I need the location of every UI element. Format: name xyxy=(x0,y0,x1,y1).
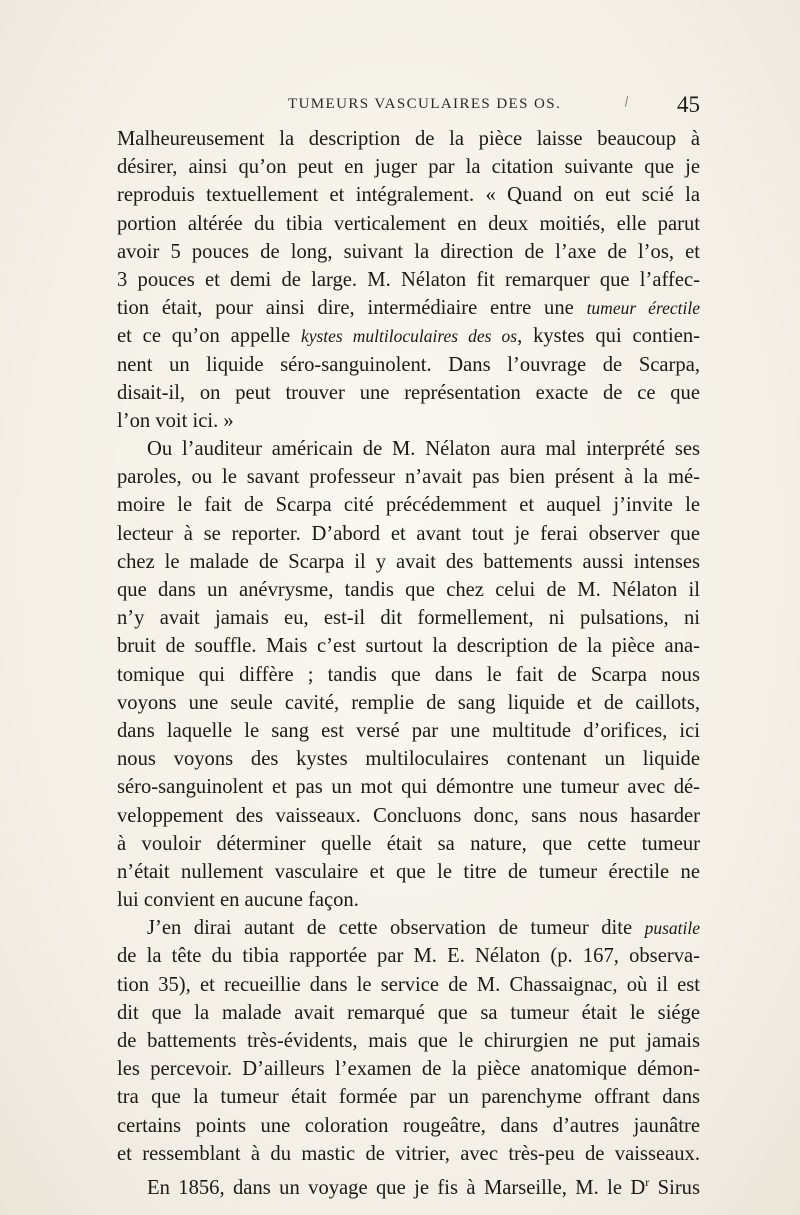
text-segment: portion altérée du tibia verticalement en deux moitiés, elle parut xyxy=(117,212,700,235)
text-segment: En 1856, dans un voyage que je fis à Marseille, M. le D xyxy=(147,1176,646,1199)
text-segment: et ressemblant à du mastic de vitrier, avec très-peu de vaisseaux. xyxy=(117,1142,700,1165)
text-segment: Ou l’auditeur américain de M. Nélaton aura mal interprété ses xyxy=(147,438,700,461)
text-line xyxy=(117,971,700,999)
text-line xyxy=(117,266,700,294)
text-segment: Malheureusement la description de la pièce laisse beaucoup à xyxy=(117,128,700,150)
text-line xyxy=(117,942,700,970)
text-segment: paroles, ou le savant professeur n’avait pas bien présent à la mé- xyxy=(117,466,700,489)
text-segment: tomique qui diffère ; tandis que dans le fait de Scarpa nous xyxy=(117,663,700,686)
text-line xyxy=(117,379,700,407)
text-line xyxy=(117,435,700,463)
text-segment: J’en dirai autant de cette observation de tumeur dite xyxy=(147,917,645,940)
text-line xyxy=(117,238,700,266)
text-segment: séro-sanguinolent et pas un mot qui démontre une tumeur avec dé- xyxy=(117,776,700,799)
text-segment: lui convient en aucune façon. xyxy=(117,889,359,912)
italic-term: kystes multiloculaires des os xyxy=(300,326,518,347)
text-segment: nous voyons des kystes multiloculaires contenant un liquide xyxy=(117,748,700,771)
text-line xyxy=(117,802,700,830)
text-segment: chez le malade de Scarpa il y avait des battements aussi intenses xyxy=(117,550,700,573)
text-segment: reproduis textuellement et intégralement. « Quand on eut scié la xyxy=(117,184,700,207)
text-line xyxy=(117,1140,700,1168)
text-line xyxy=(117,1083,700,1111)
text-segment: et ce qu’on appelle xyxy=(117,325,301,348)
text-line xyxy=(117,999,700,1027)
italic-term: tumeur érectile xyxy=(586,298,700,319)
text-line xyxy=(117,914,700,942)
margin-tick-mark xyxy=(625,96,628,107)
text-line xyxy=(117,463,700,491)
text-line xyxy=(117,576,700,604)
text-line xyxy=(117,604,700,632)
text-line xyxy=(117,351,700,379)
text-line xyxy=(117,1027,700,1055)
text-segment: lecteur à se reporter. D’abord et avant tout je ferai observer que xyxy=(117,522,700,545)
text-line xyxy=(117,886,700,914)
text-segment: n’y avait jamais eu, est-il dit formellement, ni pulsations, ni xyxy=(117,607,700,630)
text-segment: dit que la malade avait remarqué que sa tumeur était le siége xyxy=(117,1001,700,1024)
text-line xyxy=(117,661,700,689)
text-line xyxy=(117,210,700,238)
text-line xyxy=(117,830,700,858)
text-segment: l’on voit ici. » xyxy=(117,409,234,432)
text-segment: 3 pouces et demi de large. M. Nélaton fit remarquer que l’affec- xyxy=(117,268,700,291)
text-line xyxy=(117,520,700,548)
text-line xyxy=(117,858,700,886)
text-segment: voyons une seule cavité, remplie de sang liquide et de caillots, xyxy=(117,691,700,714)
text-line xyxy=(117,773,700,801)
text-line xyxy=(117,294,700,322)
page-header xyxy=(118,92,700,122)
text-line xyxy=(117,1168,700,1199)
text-line xyxy=(117,632,700,660)
text-segment: dans laquelle le sang est versé par une multitude d’orifices, ici xyxy=(117,719,700,742)
text-line xyxy=(117,153,700,181)
text-segment: tra que la tumeur était formée par un parenchyme offrant dans xyxy=(117,1086,700,1109)
text-line xyxy=(117,1055,700,1083)
text-segment: tion 35), et recueillie dans le service de M. Chassaignac, où il est xyxy=(117,973,700,996)
text-line xyxy=(117,181,700,209)
text-line xyxy=(117,491,700,519)
text-segment: nent un liquide séro-sanguinolent. Dans l’ouvrage de Scarpa, xyxy=(117,353,700,376)
text-segment: disait-il, on peut trouver une représentation exacte de ce que xyxy=(117,381,700,404)
text-segment: , kystes qui contien- xyxy=(517,325,700,348)
text-segment: n’était nullement vasculaire et que le titre de tumeur érectile ne xyxy=(117,860,700,883)
text-line xyxy=(117,548,700,576)
text-segment: bruit de souffle. Mais c’est surtout la description de la pièce ana- xyxy=(117,635,700,658)
text-segment: certains points une coloration rougeâtre, dans d’autres jaunâtre xyxy=(117,1114,700,1137)
text-line xyxy=(117,689,700,717)
text-segment: tion était, pour ainsi dire, intermédiaire entre une xyxy=(117,297,587,320)
text-segment: à vouloir déterminer quelle était sa nature, que cette tumeur xyxy=(117,832,700,855)
text-segment: de la tête du tibia rapportée par M. E. Nélaton (p. 167, observa- xyxy=(117,945,700,968)
text-line xyxy=(117,717,700,745)
running-head: TUMEURS VASCULAIRES DES OS. xyxy=(288,96,562,112)
text-segment: avoir 5 pouces de long, suivant la direction de l’axe de l’os, et xyxy=(117,240,700,263)
text-line xyxy=(117,322,700,350)
text-segment: de battements très-évidents, mais que le chirurgien ne put jamais xyxy=(117,1030,700,1052)
text-line xyxy=(117,1112,700,1140)
body-text xyxy=(117,125,700,1199)
text-line xyxy=(117,407,700,435)
text-segment: que dans un anévrysme, tandis que chez celui de M. Nélaton il xyxy=(117,579,700,601)
superscript: r xyxy=(645,1174,650,1189)
text-segment: veloppement des vaisseaux. Concluons donc, sans nous hasarder xyxy=(117,804,700,827)
page-number: 45 xyxy=(677,92,700,117)
text-segment: Sirus xyxy=(649,1176,700,1199)
text-segment: les percevoir. D’ailleurs l’examen de la pièce anatomique démon- xyxy=(117,1058,700,1081)
italic-term: pusatile xyxy=(644,918,700,939)
text-segment: moire le fait de Scarpa cité précédemment et auquel j’invite le xyxy=(117,494,700,517)
text-segment: désirer, ainsi qu’on peut en juger par la citation suivante que je xyxy=(117,156,700,179)
text-line xyxy=(117,745,700,773)
text-line xyxy=(117,125,700,153)
